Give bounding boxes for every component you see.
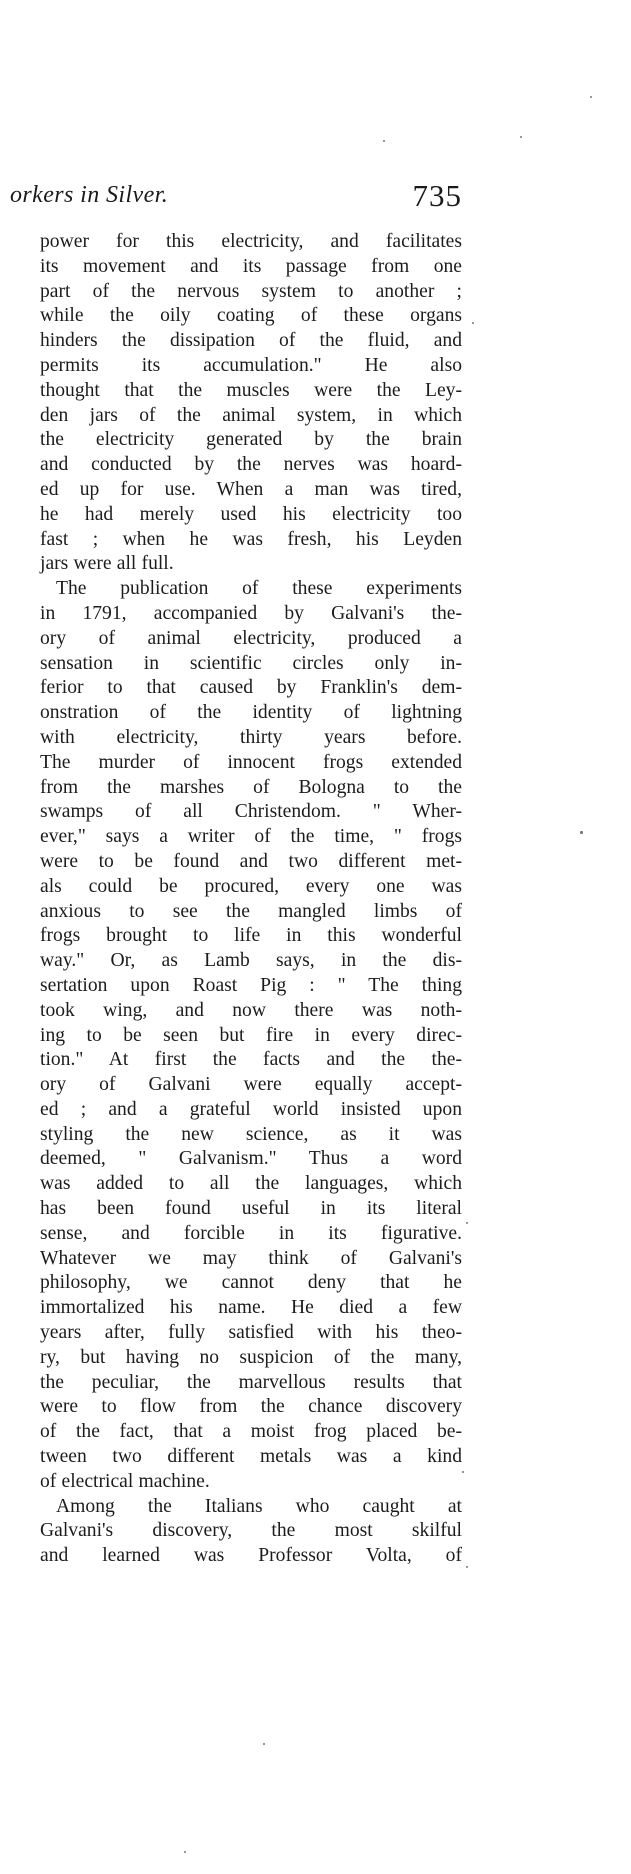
text-line: part of the nervous system to another ; [40, 280, 462, 302]
text-line: The publication of these experiments [56, 578, 462, 600]
text-line: Among the Italians who caught at [56, 1495, 462, 1517]
text-line: permits its accumulation." He also [40, 354, 462, 376]
scan-speck [383, 140, 385, 142]
text-line: ry, but having no suspicion of the many, [40, 1346, 462, 1368]
text-line: of electrical machine. [40, 1470, 210, 1492]
text-line: fast ; when he was fresh, his Leyden [40, 528, 462, 550]
scan-speck [263, 1743, 265, 1745]
scan-speck [466, 1222, 468, 1224]
text-line: als could be procured, every one was [40, 875, 462, 897]
text-line: years after, fully satisfied with his theo- [40, 1322, 462, 1344]
text-line: with electricity, thirty years before. [40, 726, 462, 748]
text-line: sensation in scientific circles only in- [40, 652, 462, 674]
text-line: ever," says a writer of the time, " frogs [40, 826, 462, 848]
scan-speck [184, 1851, 186, 1853]
text-line: and conducted by the nerves was hoard- [40, 454, 462, 476]
text-line: the peculiar, the marvellous results that [40, 1371, 462, 1393]
text-line: has been found useful in its literal [40, 1198, 462, 1220]
text-line: were to be found and two different met- [40, 850, 462, 872]
text-line: from the marshes of Bologna to the [40, 776, 462, 798]
text-line: ory of animal electricity, produced a [40, 627, 462, 649]
text-line: hinders the dissipation of the fluid, and [40, 330, 462, 352]
text-line: The murder of innocent frogs extended [40, 751, 462, 773]
text-line: ferior to that caused by Franklin's dem- [40, 677, 462, 699]
text-line: were to flow from the chance discovery [40, 1396, 462, 1418]
text-line: was added to all the languages, which [40, 1173, 462, 1195]
text-line: tween two different metals was a kind [40, 1446, 462, 1468]
text-line: frogs brought to life in this wonderful [40, 925, 462, 947]
text-line: took wing, and now there was noth- [40, 999, 462, 1021]
text-line: ed ; and a grateful world insisted upon [40, 1098, 462, 1120]
text-line: in 1791, accompanied by Galvani's the- [40, 602, 462, 624]
text-line: ory of Galvani were equally accept- [40, 1074, 462, 1096]
text-line: sertation upon Roast Pig : " The thing [40, 974, 462, 996]
scan-speck [472, 322, 474, 324]
text-line: deemed, " Galvanism." Thus a word [40, 1148, 462, 1170]
text-line: while the oily coating of these organs [40, 305, 462, 327]
text-line: power for this electricity, and facilitates [40, 231, 462, 252]
text-line: of the fact, that a moist frog placed be- [40, 1421, 462, 1443]
scan-speck [520, 136, 522, 138]
text-line: immortalized his name. He died a few [40, 1297, 462, 1319]
text-line: ed up for use. When a man was tired, [40, 478, 462, 500]
page-header [10, 178, 462, 218]
scan-speck [590, 96, 592, 98]
text-line: its movement and its passage from one [40, 255, 462, 277]
text-line: and learned was Professor Volta, of [40, 1545, 462, 1567]
text-line: onstration of the identity of lightning [40, 702, 462, 724]
text-column [40, 230, 462, 1569]
scan-speck [462, 1471, 464, 1473]
text-line: thought that the muscles were the Ley- [40, 379, 462, 401]
text-line: Whatever we may think of Galvani's [40, 1247, 462, 1269]
text-line: Galvani's discovery, the most skilful [40, 1520, 462, 1542]
text-line: the electricity generated by the brain [40, 429, 462, 451]
text-line: ing to be seen but fire in every direc- [40, 1024, 462, 1046]
text-line: way." Or, as Lamb says, in the dis- [40, 950, 462, 972]
running-title: orkers in Silver. [10, 182, 169, 208]
text-line: jars were all full. [40, 553, 174, 575]
text-line: den jars of the animal system, in which [40, 404, 462, 426]
text-line: styling the new science, as it was [40, 1123, 462, 1145]
text-line: tion." At first the facts and the the- [40, 1049, 462, 1071]
scan-speck [580, 831, 583, 834]
text-line: anxious to see the mangled limbs of [40, 900, 462, 922]
text-line: he had merely used his electricity too [40, 503, 462, 525]
scan-speck [466, 1566, 468, 1568]
text-line: philosophy, we cannot deny that he [40, 1272, 462, 1294]
page-number: 735 [412, 178, 462, 213]
text-line: sense, and forcible in its figurative. [40, 1222, 462, 1244]
text-line: swamps of all Christendom. " Wher- [40, 801, 462, 823]
